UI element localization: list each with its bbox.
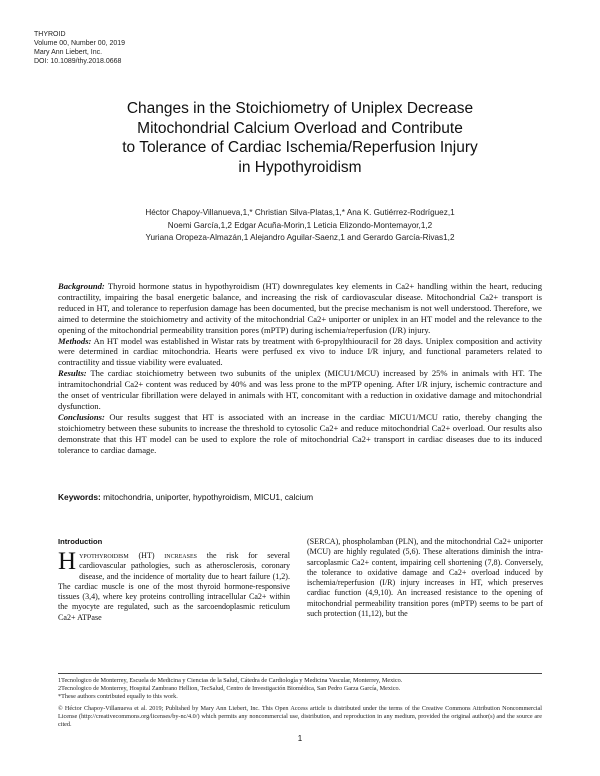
intro-left-text: the risk for several cardiovascular pathologies, such as atherosclerosis, coronary disease, and the incidence of mortality due to heart failure (1,2). The cardiac muscle is one of the most thyroid hormone-responsive tissues (3,4), where key proteins controlling intracellular Ca2+ within the myocyte are regulated, such as the sarcoendoplasmic reticulum Ca2+ ATPase [58, 551, 290, 622]
abstract-results [58, 368, 542, 412]
title-line-2: Mitochondrial Calcium Overload and Contribute [137, 119, 463, 137]
keywords-label: Keywords: [58, 492, 101, 502]
journal-publisher: Mary Ann Liebert, Inc. [34, 49, 103, 56]
journal-name: THYROID [34, 31, 66, 38]
authors-line-1: Héctor Chapoy-Villanueva,1,* Christian Silva-Platas,1,* Ana K. Gutiérrez-Rodríguez,1 [145, 208, 455, 217]
authors-line-2: Noemi García,1,2 Edgar Acuña-Morin,1 Leticia Elizondo-Montemayor,1,2 [167, 220, 433, 230]
journal-header [34, 30, 125, 66]
journal-volume: Volume 00, Number 00, 2019 [34, 40, 126, 47]
results-text: The cardiac stoichiometry between two subunits of the uniplex (MICU1/MCU) increased by 25% in animals with HT. The intramitochondrial Ca2+ content was reduced by 40% and was less prone to the mPTP opening. After I/R injury, ischemic contracture and the onset of ventricular fibrillation were delayed in animals with HT, concomitant with a reduction in oxidative damage and mitochondrial dysfunction. [58, 368, 542, 411]
introduction-right-column [307, 537, 543, 619]
background-label: Background: [58, 281, 105, 291]
equal-contribution-note: *These authors contributed equally to this work. [58, 693, 178, 701]
affiliation-2: 2Tecnologico de Monterrey, Hospital Zambrano Hellion, TecSalud, Centro de Investigación Biomédica, San Pedro Garza García, Mexico. [58, 685, 401, 693]
drop-cap: H [58, 548, 77, 575]
title-line-3: to Tolerance of Cardiac Ischemia/Reperfusion Injury [122, 139, 478, 156]
title-line-1: Changes in the Stoichiometry of Uniplex Decrease [126, 100, 474, 117]
conclusions-label: Conclusions: [58, 411, 105, 422]
affiliation-1: 1Tecnologico de Monterrey, Escuela de Medicina y Ciencias de la Salud, Cátedra de Cardiología y Medicina Vascular, Monterrey, Mexico. [58, 677, 403, 684]
introduction-heading: Introduction [58, 537, 103, 546]
intro-smallcaps: ypothyroidism (HT) increases [79, 551, 197, 560]
paper-title [60, 99, 540, 177]
footnote-divider [58, 673, 542, 674]
methods-text: An HT model was established in Wistar rats by treatment with 6-propylthiouracil for 28 days. Uniplex composition and activity were determined in cardiac mitochondria. Hearts were perfused ex vivo to induce I/R injury, and functional parameters related to contractility and tissue viability were evaluated. [58, 335, 542, 368]
abstract-methods [58, 336, 542, 369]
abstract [58, 281, 542, 456]
page-number: 1 [297, 734, 303, 743]
author-list [80, 207, 520, 245]
keywords [58, 492, 542, 503]
abstract-conclusions [58, 412, 542, 456]
conclusions-text: Our results suggest that HT is associated with an increase in the cardiac MICU1/MCU ratio, thereby changing the stoichiometry between these subunits to increase the threshold to cytosolic Ca2+ and reduce mitochondrial Ca2+ overload. Our results also demonstrate that this HT model can be used to explore the role of mitochondrial Ca2+ transport in cardiac diseases due to its induced tolerance to cardiac damage. [58, 411, 543, 455]
intro-right-text: (SERCA), phospholamban (PLN), and the mitochondrial Ca2+ uniporter (MCU) are highly regulated (5,6). These alterations diminish the intra-sarcoplasmic Ca2+ content, impairing cell shortening (7,8). Conversely, the tolerance to oxidative damage and Ca2+ overload induced by ischemia/reperfusion (I/R) injury increases in HT, which preserves cardiac function (4,9,10). An increased resistance to the opening of mitochondrial permeability transition pores (mPTP) seems to be part of such protection (11,12), but the [307, 537, 543, 619]
abstract-background [58, 281, 542, 336]
keywords-text: mitochondria, uniporter, hypothyroidism, MICU1, calcium [103, 492, 314, 502]
footnotes [58, 677, 542, 729]
authors-line-3: Yuriana Oropeza-Almazán,1 Alejandro Aguilar-Saenz,1 and Gerardo García-Rivas1,2 [145, 233, 455, 242]
license-note: © Héctor Chapoy-Villanueva et al. 2019; Published by Mary Ann Liebert, Inc. This Open Access article is distributed under the terms of the Creative Commons Attribution Noncommercial License (http://creativecommons.org/licenses/by-nc/4.0/) which permits any noncommercial use, distribution, and reproduction in any medium, provided the original author(s) and the source are cited. [58, 704, 542, 729]
introduction-left-column [58, 548, 290, 623]
background-text: Thyroid hormone status in hypothyroidism (HT) downregulates key elements in Ca2+ handling within the heart, reducing contractility, impairing the basal energetic balance, and increasing the risk of cardiovascular disease. Mitochondrial Ca2+ transport is reduced in HT, and tolerance to reperfusion damage has been documented, but the precise mechanism is not well understood. Therefore, we aimed to determine the stoichiometry and activity of the mitochondrial Ca2+ uniporter or uniplex in an HT model and the relevance to the opening of the mitochondrial permeability transition pores (mPTP) during ischemia/reperfusion (I/R) injury. [58, 281, 542, 335]
results-label: Results: [58, 368, 87, 379]
title-line-4: in Hypothyroidism [238, 158, 362, 176]
methods-label: Methods: [58, 335, 92, 346]
journal-doi[interactable]: DOI: 10.1089/thy.2018.0668 [34, 58, 122, 65]
